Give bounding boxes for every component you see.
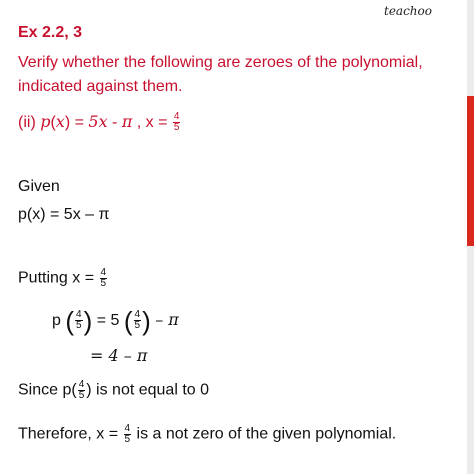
putting-text: Putting x = [18,269,99,287]
part-x: x [55,112,65,131]
step1-den-a: 5 [76,320,82,332]
therefore-line [18,424,396,445]
step1-p: p [52,312,61,329]
step-2: = 4 – π [90,346,148,365]
therefore-post: is a not zero of the given polynomial. [132,425,397,443]
part-pi: π [121,112,133,131]
therefore-pre: Therefore, x = [18,425,123,443]
step1-fraction-a [75,310,83,331]
step1-eq5: = 5 [96,312,120,329]
part-fraction-num: 4 [173,111,180,123]
putting-fraction [100,268,108,289]
therefore-fraction [124,424,132,445]
step-1: p ( $\frac{4}{5}$ ) = 5 ( $\frac{4}{5}$ ) – π [52,305,179,336]
question-line-1: Verify whether the following are zeroes of the polynomial, [18,54,423,71]
step1-num-b: 4 [134,309,141,321]
step1-den-b: 5 [134,320,141,332]
therefore-den: 5 [124,434,131,445]
since-num: 4 [78,379,85,390]
scrollbar[interactable] [467,0,474,474]
step1-fraction-b [134,310,142,331]
putting-line [18,268,108,289]
part-fraction-den: 5 [173,122,180,134]
part-comma-x: , x = [132,114,172,131]
question-part: (ii) p(x) = 5x - π , x = $\frac{4}{5}$ [18,111,180,134]
since-line [18,380,209,401]
teachoo-watermark: teachoo [384,4,432,18]
since-pre: Since p( [18,381,77,399]
part-label: (ii) [18,114,36,131]
given-expression: p(x) = 5x – π [18,206,110,223]
step1-minus-pi: – π [155,310,179,329]
part-minus: - [107,114,122,131]
question-line-2: indicated against them. [18,78,183,95]
scrollbar-thumb[interactable] [467,96,474,246]
since-post: ) is not equal to 0 [86,381,210,399]
step1-num-a: 4 [76,309,82,321]
therefore-num: 4 [124,423,131,434]
part-fraction [173,112,181,133]
since-den: 5 [78,390,85,401]
since-fraction [78,380,86,401]
given-label: Given [18,178,60,195]
part-p: p [40,112,51,131]
part-5x: 5x [88,112,108,131]
putting-num: 4 [100,267,107,278]
exercise-heading: Ex 2.2, 3 [18,24,83,41]
putting-den: 5 [100,278,107,289]
